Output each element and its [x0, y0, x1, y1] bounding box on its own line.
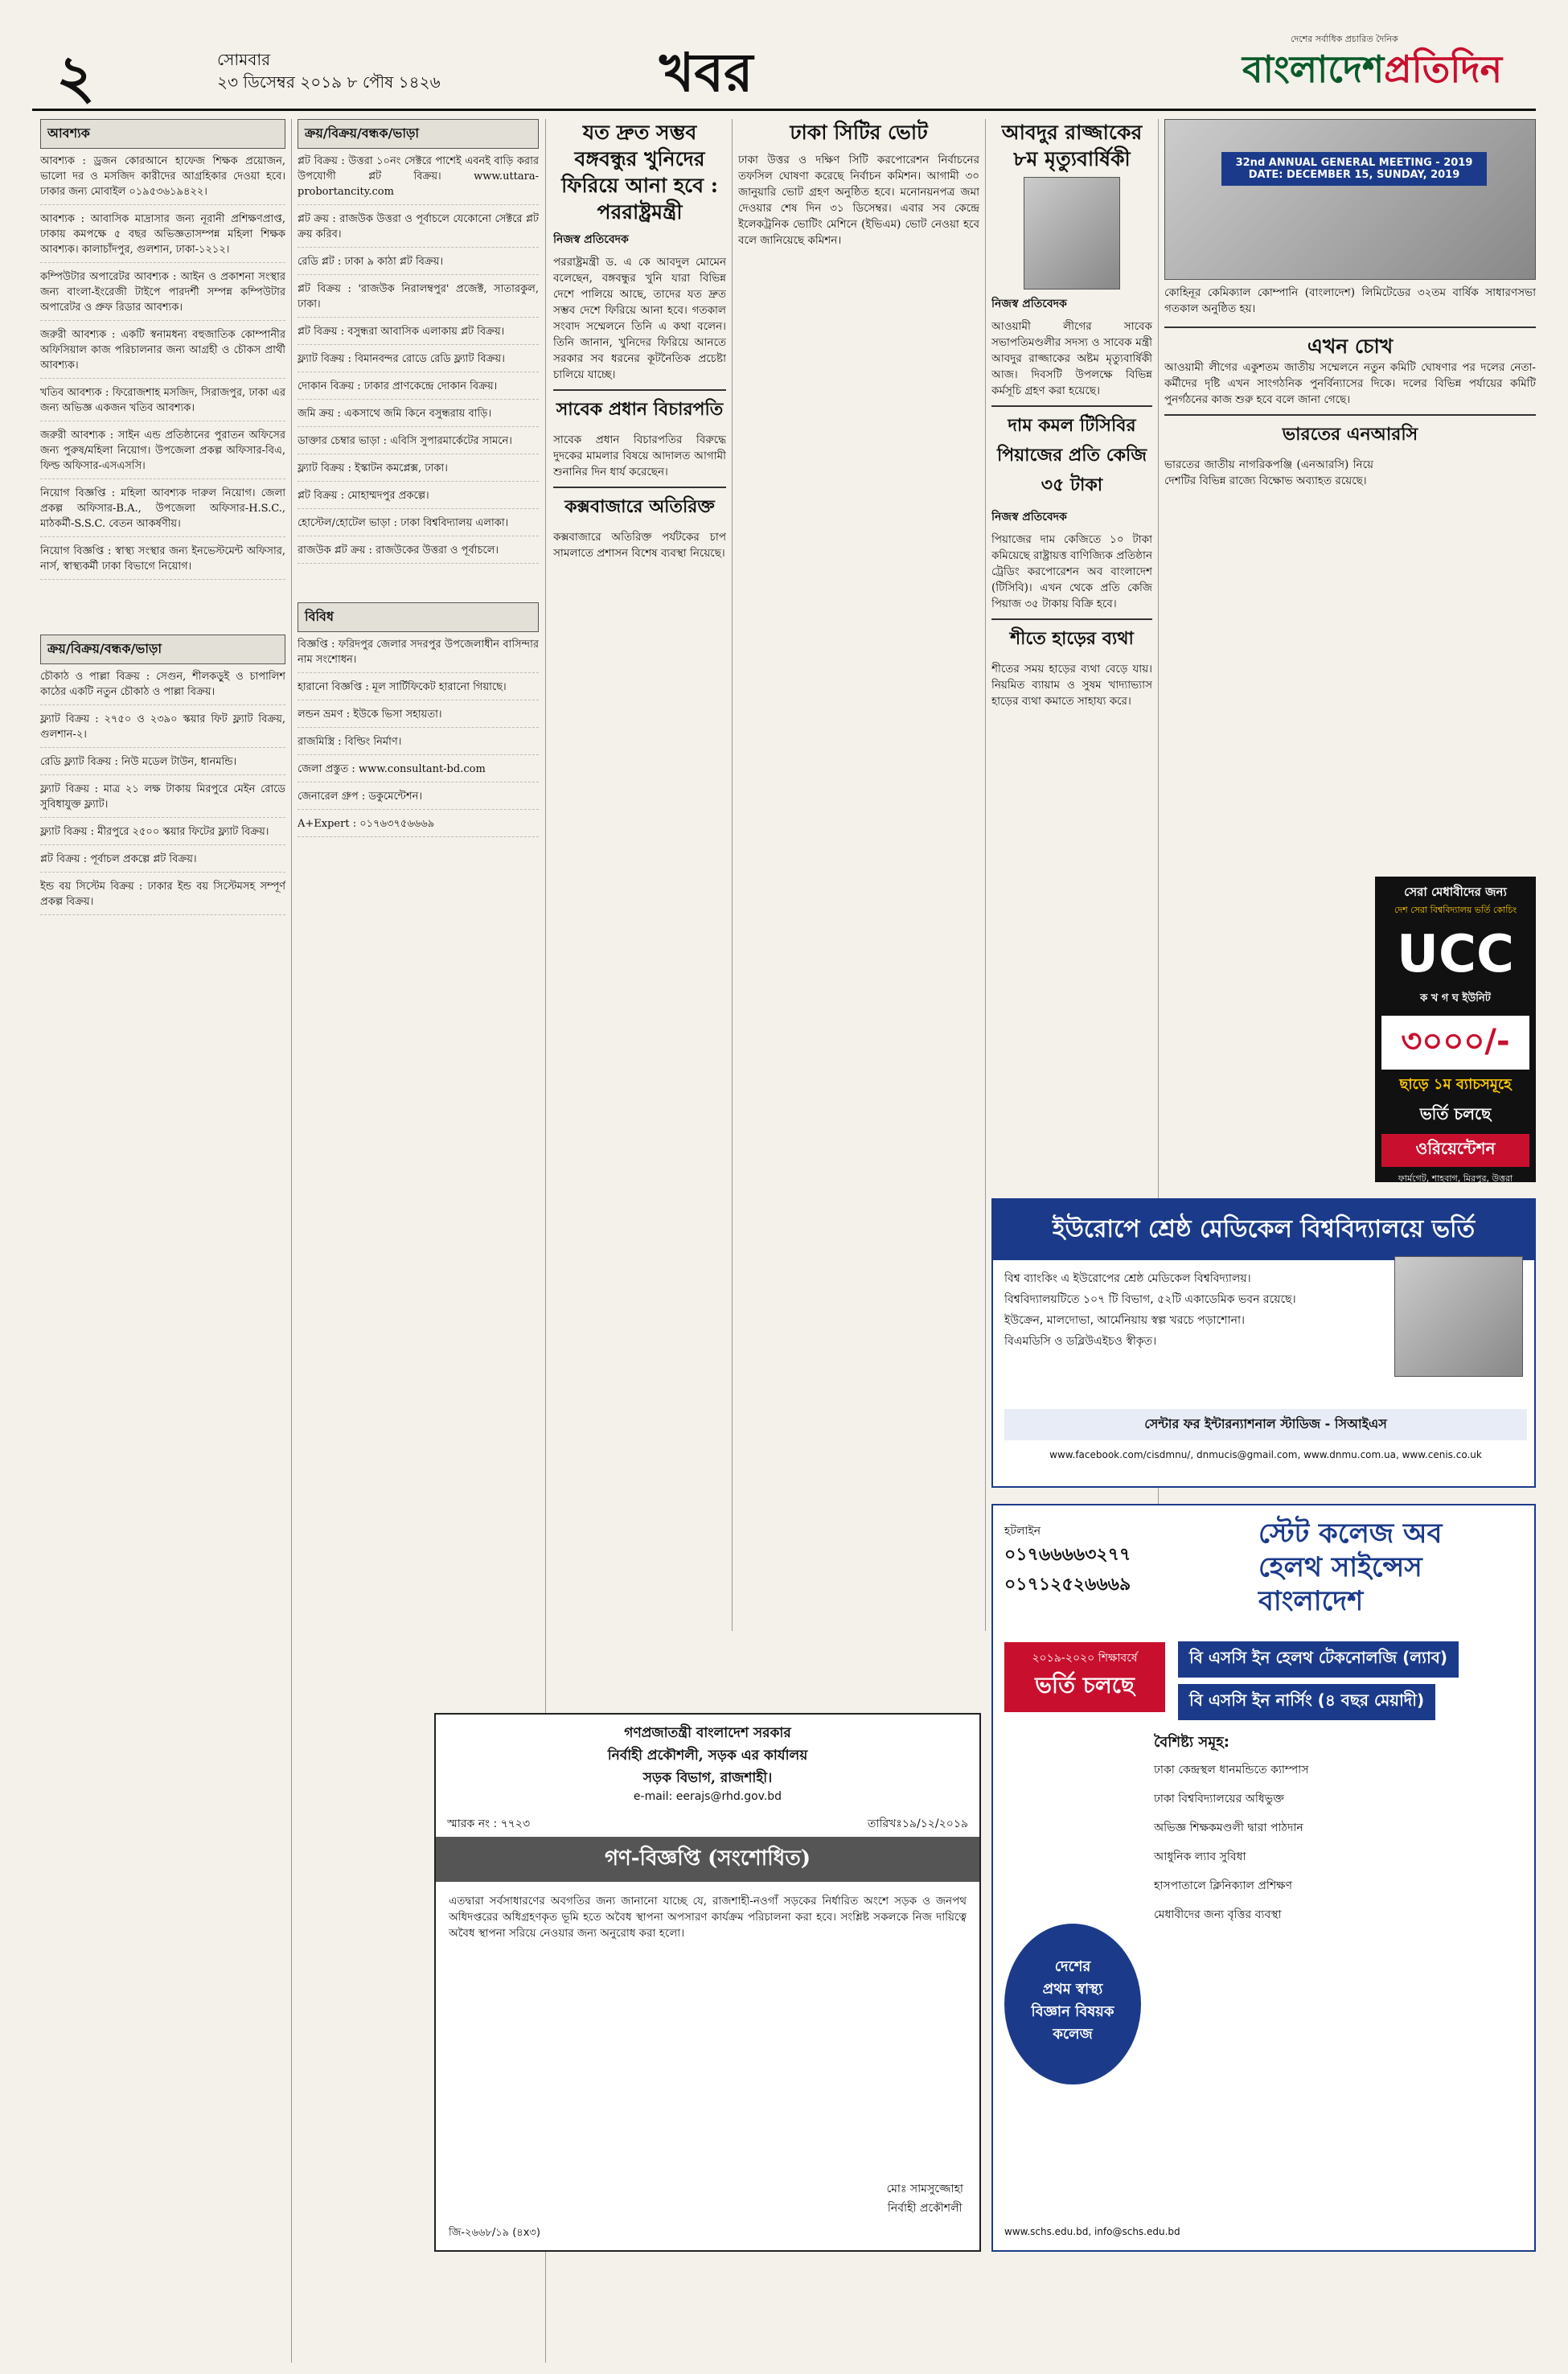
europe-ad-line: বিশ্ব ব্যাংকিং এ ইউরোপের শ্রেষ্ঠ মেডিকেল বিশ্ববিদ্যালয়। — [1004, 1272, 1251, 1285]
article-body: পররাষ্ট্রমন্ত্রী ড. এ কে আবদুল মোমেন বলেছেন, বঙ্গবন্ধুর খুনি যারা বিভিন্ন দেশে পালিয়ে আছে, তাদের যত দ্রুত সম্ভব দেশে ফিরিয়ে আনা হবে। গতকাল সংবাদ সম্মেলনে তিনি এ কথা বলেন। তিনি জানান, খুনিদের ফিরিয়ে আনতে সরকার সব ধরনের কূটনৈতিক প্রচেষ্টা চালিয়ে যাচ্ছে। — [553, 256, 726, 381]
article-byline: নিজস্ব প্রতিবেদক — [553, 233, 629, 246]
classified-item: প্লট বিক্রয় : 'রাজউক নিরালম্বপুর' প্রজেক্ট, সাতারকুল, ঢাকা। — [298, 281, 539, 318]
europe-ad-line: বিশ্ববিদ্যালয়টিতে ১০৭ টি বিভাগ, ৫২টি একাডেমিক ভবন রয়েছে। — [1004, 1293, 1296, 1306]
college-title-1: স্টেট কলেজ অব — [1258, 1518, 1443, 1550]
ucc-orientation: ওরিয়েন্টেশন — [1381, 1134, 1529, 1167]
classifieds-column-1 — [40, 119, 285, 2363]
ucc-title: সেরা মেধাবীদের জন্য — [1404, 885, 1507, 899]
college-title-3: বাংলাদেশ — [1258, 1585, 1364, 1617]
classified-item: প্লট বিক্রয় : পূর্বাচল প্রকল্পে প্লট বিক্রয়। — [40, 852, 285, 873]
classified-item: ইন্ড বয় সিস্টেম বিক্রয় : ঢাকার ইন্ড বয় সিস্টেমসহ সম্পূর্ণ প্রকল্প বিক্রয়। — [40, 879, 285, 915]
logo-part1: বাংলাদেশ — [1242, 47, 1385, 91]
sub-headline: শীতে হাড়ের ব্যথা — [991, 618, 1152, 655]
column-divider — [985, 119, 986, 1631]
agm-photo — [1164, 119, 1536, 280]
classified-item: রেডি ফ্ল্যাট বিক্রয় : নিউ মডেল টাউন, ধানমন্ডি। — [40, 754, 285, 775]
classified-item: কম্পিউটার অপারেটর আবশ্যক : আইন ও প্রকাশনা সংস্থার জন্য বাংলা-ইংরেজী টাইপে পারদর্শী সম্পন্ন কম্পিউটার অপারেটর ও প্রুফ রিডার আবশ্যক। — [40, 269, 285, 321]
page-number: ২ — [56, 43, 96, 112]
hotline-1[interactable]: ০১৭৬৬৬৬৩২৭৭ — [1004, 1545, 1131, 1565]
sub-headline: ভারতের এনআরসি — [1164, 414, 1536, 450]
europe-ad-line: ইউক্রেন, মালদোভা, আর্মেনিয়ায় স্বল্প খরচে পড়াশোনা। — [1004, 1314, 1246, 1327]
article-headline: যত দ্রুত সম্ভব বঙ্গবন্ধুর খুনিদের ফিরিয়ে আনা হবে : পররাষ্ট্রমন্ত্রী — [561, 121, 718, 224]
badge-line: কলেজ — [1053, 2026, 1093, 2043]
sub-body: শীতের সময় হাড়ের ব্যথা বেড়ে যায়। নিয়মিত ব্যায়াম ও সুষম খাদ্যাভ্যাস হাড়ের ব্যথা কমাতে সাহায্য করে। — [991, 663, 1152, 708]
sub-body: ভারতের জাতীয় নাগরিকপঞ্জি (এনআরসি) নিয়ে দেশটির বিভিন্ন রাজ্যে বিক্ষোভ অব্যাহত রয়েছে। — [1164, 458, 1373, 487]
college-web[interactable]: www.schs.edu.bd, info@schs.edu.bd — [1004, 2226, 1180, 2237]
section-title: খবর — [659, 41, 753, 104]
agm-title: 32nd ANNUAL GENERAL MEETING - 2019 — [1235, 157, 1473, 169]
course-nursing: বি এসসি ইন নার্সিং (৪ বছর মেয়াদী) — [1178, 1684, 1435, 1720]
sub-body: কক্সবাজারে অতিরিক্ত পর্যটকের চাপ সামলাতে প্রশাসন বিশেষ ব্যবস্থা নিয়েছে। — [553, 531, 726, 560]
article-headline: আবদুর রাজ্জাকের ৮ম মৃত্যুবার্ষিকী — [1001, 121, 1143, 170]
portrait-photo — [1024, 177, 1120, 290]
classified-item: ফ্ল্যাট বিক্রয় : ইস্কাটন কমপ্লেক্স, ঢাকা। — [298, 461, 539, 482]
ucc-discount: ছাড়ে ১ম ব্যাচসমূহে — [1399, 1076, 1512, 1093]
sub-headline: কক্সবাজারে অতিরিক্ত — [553, 487, 726, 523]
notice-signer-title: নির্বাহী প্রকৌশলী — [887, 2202, 963, 2215]
feature-item: আধুনিক ল্যাব সুবিধা — [1154, 1850, 1246, 1863]
notice-body: এতদ্বারা সর্বসাধারণের অবগতির জন্য জানানো যাচ্ছে যে, রাজশাহী-নওগাঁ সড়কের নির্ধারিত অংশে সড়ক ও জনপথ অধিদপ্তরের অধিগ্রহণকৃত ভূমি হতে অবৈধ স্থাপনা অপসারণ কার্যক্রম পরিচালনা করা হবে। সংশ্লিষ্ট সকলকে নিজ দায়িত্বে অবৈধ স্থাপনা সরিয়ে নেওয়ার জন্য অনুরোধ করা হলো। — [449, 1895, 967, 1940]
agm-date: DATE: DECEMBER 15, SUNDAY, 2019 — [1248, 169, 1460, 181]
article-headline: এখন চোখ — [1164, 327, 1536, 359]
notice-date: তারিখঃ১৯/১২/২০১৯ — [867, 1817, 968, 1830]
sub-byline: নিজস্ব প্রতিবেদক — [991, 511, 1067, 524]
ucc-price: ৩০০০/- — [1381, 1016, 1529, 1070]
ucc-footer: ফার্মগেট, শাহবাগ, মিরপুর, উত্তরা — [1398, 1173, 1513, 1184]
notice-division: সড়ক বিভাগ, রাজশাহী। — [642, 1770, 773, 1786]
europe-ad-banner: ইউরোপে শ্রেষ্ঠ মেডিকেল বিশ্ববিদ্যালয়ে ভর্তি — [993, 1200, 1534, 1260]
classified-item: আবশ্যক : ড্রজন কোরআনে হাফেজ শিক্ষক প্রয়োজন, ভালো দর ও মসজিদ কারীদের আগ্রহিকার দেওয়া হবে। ঢাকার জন্য মোবাইল ০১৯৫৩৬১৯৪২২। — [40, 154, 285, 205]
ucc-admission: ভর্তি চলছে — [1419, 1104, 1492, 1123]
ucc-subtitle: দেশ সেরা বিশ্ববিদ্যালয় ভর্তি কোচিং — [1394, 905, 1517, 915]
feature-item: অভিজ্ঞ শিক্ষকমণ্ডলী দ্বারা পাঠদান — [1154, 1822, 1303, 1834]
notice-email: e-mail: eerajs@rhd.gov.bd — [633, 1790, 782, 1803]
europe-medical-ad[interactable] — [991, 1198, 1536, 1488]
course-lab: বি এসসি ইন হেলথ টেকনোলজি (ল্যাব) — [1178, 1641, 1459, 1678]
classified-item: ফ্ল্যাট বিক্রয় : ২৭৫০ ও ২৩৯০ স্কয়ার ফিট ফ্ল্যাট বিক্রয়, গুলশান-২। — [40, 712, 285, 748]
hotline-block — [1004, 1522, 1131, 1600]
classified-item: ফ্ল্যাট বিক্রয় : মাত্র ২১ লক্ষ টাকায় মিরপুরে মেইন রোডে সুবিধাযুক্ত ফ্ল্যাট। — [40, 782, 285, 818]
course-list — [1178, 1638, 1524, 1723]
classifieds-heading: আবশ্যক — [40, 119, 285, 149]
hotline-2[interactable]: ০১৭১২৫২৬৬৬৯ — [1004, 1575, 1131, 1595]
notice-signer: মোঃ সামসুজ্জোহা — [886, 2183, 963, 2195]
badge-line: প্রথম স্বাস্থ্য — [1042, 1981, 1103, 1998]
classified-item: রেডি প্লট : ঢাকা ৯ কাঠা প্লট বিক্রয়। — [298, 254, 539, 275]
newspaper-logo — [1242, 32, 1540, 100]
classified-item: হোস্টেল/হোটেল ভাড়া : ঢাকা বিশ্ববিদ্যালয় এলাকা। — [298, 515, 539, 536]
badge-line: বিজ্ঞান বিষয়ক — [1031, 2003, 1114, 2020]
classified-list — [40, 154, 285, 580]
state-college-ad[interactable] — [991, 1504, 1536, 2252]
notice-govt: গণপ্রজাতন্ত্রী বাংলাদেশ সরকার — [624, 1725, 791, 1741]
logo-tagline: দেশের সর্বাধিক প্রচারিত দৈনিক — [1291, 34, 1398, 44]
classified-item: নিয়োগ বিজ্ঞপ্তি : স্বাস্থ্য সংস্থার জন্য ইনভেস্টমেন্ট অফিসার, নার্স, স্বাস্থ্যকর্মী ঢাকা বিভাগে নিয়োগ। — [40, 544, 285, 580]
classifieds-heading-2: ক্রয়/বিক্রয়/বন্ধক/ভাড়া — [40, 635, 285, 664]
misc-item: রাজমিস্ত্রি : বিল্ডিং নির্মাণ। — [298, 734, 539, 755]
article-body: আওয়ামী লীগের একুশতম জাতীয় সম্মেলনে নতুন কমিটি ঘোষণার পর দলের নেতা-কর্মীদের দৃষ্টি এখন সাংগঠনিক পুনর্বিন্যাসের দিকে। দলের বিভিন্ন পর্যায়ের কমিটি পুনর্গঠনের কাজ শুরু হবে বলে জানা গেছে। — [1164, 361, 1536, 406]
ucc-ad[interactable] — [1375, 877, 1536, 1182]
misc-item: জেনারেল গ্রুপ : ডকুমেন্টেশন। — [298, 789, 539, 810]
agm-banner — [1221, 152, 1487, 186]
session-label: ২০১৯-২০২০ শিক্ষাবর্ষে — [1032, 1652, 1138, 1665]
article-dhaka-city-election — [738, 119, 979, 1631]
classified-item: ফ্ল্যাট বিক্রয় : বিমানবন্দর রোডে রেডি ফ্ল্যাট বিক্রয়। — [298, 351, 539, 372]
feature-item: মেধাবীদের জন্য বৃত্তির ব্যবস্থা — [1154, 1908, 1282, 1921]
classified-item: রাজউক প্লট ক্রয় : রাজউকের উত্তরা ও পূর্বাচলে। — [298, 543, 539, 564]
govt-notice — [434, 1713, 981, 2252]
europe-ad-web[interactable]: www.facebook.com/cisdmnu/, dnmucis@gmail.com, www.dnmu.com.ua, www.cenis.co.uk — [1049, 1449, 1482, 1460]
classified-item: খতিব আবশ্যক : ফিরোজশাহ মসজিদ, সিরাজপুর, ঢাকা এর জন্য অভিজ্ঞ একজন খতিব আবশ্যক। — [40, 385, 285, 421]
features-heading: বৈশিষ্ট্য সমূহ: — [1154, 1734, 1229, 1751]
europe-ad-line: বিএমডিসি ও ডব্লিউএইচও স্বীকৃত। — [1004, 1335, 1157, 1348]
date-label: ২৩ ডিসেম্বর ২০১৯ ৮ পৌষ ১৪২৬ — [217, 72, 441, 92]
europe-ad-lines — [993, 1260, 1379, 1360]
column-divider — [732, 119, 733, 1631]
classified-item: জমি ক্রয় : একসাথে জমি কিনে বসুন্ধরায় বাড়ি। — [298, 406, 539, 427]
notice-header — [436, 1715, 979, 1811]
first-college-badge — [1004, 1924, 1141, 2084]
sub-headline: দাম কমল টিসিবির পিয়াজের প্রতি কেজি ৩৫ টাকা — [991, 405, 1152, 501]
notice-office: নির্বাহী প্রকৌশলী, সড়ক এর কার্যালয় — [607, 1748, 808, 1764]
article-body: আওয়ামী লীগের সাবেক সভাপতিমণ্ডলীর সদস্য ও সাবেক মন্ত্রী আবদুর রাজ্জাকের অষ্টম মৃত্যুবার্ষিকী আজ। দিবসটি উপলক্ষে বিভিন্ন কর্মসূচি গ্রহণ করা হয়েছে। — [991, 320, 1152, 397]
college-title-2: হেলথ সাইন্সেস — [1258, 1551, 1422, 1583]
badge-line: দেশের — [1054, 1958, 1091, 1975]
classified-item: চৌকাঠ ও পাল্লা বিক্রয় : সেগুন, শীলকড়ুই ও চাপালিশ কাঠের একটি নতুন চৌকাঠ ও পাল্লা বিক্রয়। — [40, 669, 285, 705]
day-label: সোমবার — [217, 50, 271, 69]
classified-item: প্লট বিক্রয় : বসুন্ধরা আবাসিক এলাকায় প্লট বিক্রয়। — [298, 324, 539, 345]
classifieds-heading: ক্রয়/বিক্রয়/বন্ধক/ভাড়া — [298, 119, 539, 149]
feature-item: ঢাকা বিশ্ববিদ্যালয়ের অধিভুক্ত — [1154, 1793, 1284, 1805]
classified-item: নিয়োগ বিজ্ঞপ্তি : মহিলা আবশ্যক দারুল নিয়োগ। জেলা প্রকল্প অফিসার-B.A., উপজেলা অফিসার-H.S.C., মাঠকর্মী-S.S.C. বেতন আকর্ষণীয়। — [40, 486, 285, 537]
photo-caption: কোহিনূর কেমিক্যাল কোম্পানি (বাংলাদেশ) লিমিটেডের ৩২তম বার্ষিক সাধারণসভা গতকাল অনুষ্ঠিত হয়। — [1164, 286, 1536, 315]
misc-item: বিজ্ঞপ্তি : ফরিদপুর জেলার সদরপুর উপজেলাধীন বাসিন্দার নাম সংশোধন। — [298, 637, 539, 673]
notice-signature — [886, 2179, 963, 2218]
feature-item: ঢাকা কেন্দ্রস্থল ধানমন্ডিতে ক্যাম্পাস — [1154, 1764, 1309, 1776]
logo-wordmark — [1242, 42, 1502, 103]
classified-item: ডাক্তার চেম্বার ভাড়া : এবিসি সুপারমার্কেটের সামনে। — [298, 433, 539, 454]
classified-item: জরুরী আবশ্যক : একটি স্বনামধন্য বহুজাতিক কোম্পানীর অফিসিয়াল কাজ পরিচালনার জন্য আগ্রহী ও চৌকস প্রার্থী আবশ্যক। — [40, 327, 285, 379]
article-headline: ঢাকা সিটির ভোট — [790, 121, 928, 144]
misc-item: জেলা প্রস্তুত : www.consultant-bd.com — [298, 762, 539, 782]
article-byline: নিজস্ব প্রতিবেদক — [991, 298, 1067, 310]
misc-item: হারানো বিজ্ঞপ্তি : মূল সার্টিফিকেট হারানো গিয়াছে। — [298, 680, 539, 700]
hotline-label: হটলাইন — [1004, 1525, 1041, 1538]
session-badge — [1004, 1642, 1165, 1712]
classified-item: প্লট বিক্রয় : উত্তরা ১০নং সেক্টরে পাশেই এবনই বাড়ি করার উপযোগী প্লট বিক্রয়। www.uttara-probortancity.com — [298, 154, 539, 205]
misc-item: A+Expert : ০১৭৬৩৭৫৬৬৬৯ — [298, 816, 539, 837]
ucc-units: ক খ গ ঘ ইউনিট — [1420, 992, 1491, 1004]
notice-ref: জি-২৬৬৮/১৯ (৪x৩) — [449, 2227, 540, 2239]
college-title — [1258, 1517, 1442, 1618]
article-body: ঢাকা উত্তর ও দক্ষিণ সিটি করপোরেশন নির্বাচনের তফসিল ঘোষণা করেছে নির্বাচন কমিশন। আগামী ৩০ জানুয়ারি ভোট গ্রহণ অনুষ্ঠিত হবে। মনোনয়নপত্র জমা দেওয়ার শেষ দিন ৩১ ডিসেম্বর। এবার সব কেন্দ্রে ইলেকট্রনিক ভোটিং মেশিনে (ইভিএম) ভোট নেওয়া হবে বলে জানিয়েছে কমিশন। — [738, 154, 979, 247]
sub-body: সাবেক প্রধান বিচারপতির বিরুদ্ধে দুদকের মামলার বিষয়ে আদালত আগামী শুনানির দিন ধার্য করেছেন। — [553, 433, 726, 478]
logo-part2: প্রতিদিন — [1384, 47, 1503, 91]
article-foreign-minister — [553, 119, 726, 1631]
feature-item: হাসপাতালে ক্লিনিক্যাল প্রশিক্ষণ — [1154, 1879, 1292, 1892]
column-divider — [291, 119, 292, 2363]
classified-item: জরুরী আবশ্যক : সাইন এন্ড প্রতিষ্ঠানের পুরাতন অফিসের জন্য পুরুষ/মহিলা নিয়োগ। উপজেলা প্রকল্প অফিসার-বিএ, ফিল্ড অফিসার-এসএসসি। — [40, 428, 285, 479]
classified-item: আবশ্যক : আবাসিক মাদ্রাসার জন্য নূরানী প্রশিক্ষণপ্রাপ্ত, ঢাকায় কমপক্ষে ৫ বছর অভিজ্ঞতাসম্পন্ন মহিলা শিক্ষক আবশ্যক। কালাচাঁদপুর, গুলশান, ঢাকা-১২১২। — [40, 212, 285, 263]
classified-item: দোকান বিক্রয় : ঢাকার প্রাণকেন্দ্রে দোকান বিক্রয়। — [298, 379, 539, 400]
sub-body: পিয়াজের দাম কেজিতে ১০ টাকা কমিয়েছে রাষ্ট্রায়ত্ত বাণিজ্যিক প্রতিষ্ঠান ট্রেডিং করপোরেশন অব বাংলাদেশ (টিসিবি)। এখন থেকে প্রতি কেজি পিয়াজ ৩৫ টাকায় বিক্রি হবে। — [991, 533, 1152, 610]
notice-ref-row — [436, 1811, 979, 1837]
classified-item: ফ্ল্যাট বিক্রয় : মীরপুরে ২৫০০ স্কয়ার ফিটের ফ্ল্যাট বিক্রয়। — [40, 824, 285, 845]
doctor-photo — [1394, 1256, 1523, 1377]
classified-item: প্লট ক্রয় : রাজউক উত্তরা ও পূর্বাচলে যেকোনো সেক্টরে প্লট ক্রয় করিব। — [298, 212, 539, 248]
misc-item: লন্ডন ভ্রমণ : ইউকে ভিসা সহায়তা। — [298, 707, 539, 728]
misc-heading: বিবিধ — [298, 602, 539, 632]
sub-headline: সাবেক প্রধান বিচারপতি — [553, 389, 726, 425]
ucc-logo: UCC — [1397, 925, 1514, 984]
europe-ad-contact: সেন্টার ফর ইন্টারন্যাশনাল স্টাডিজ - সিআইএস — [1004, 1409, 1527, 1440]
notice-memo: স্মারক নং : ৭৭২৩ — [447, 1817, 531, 1830]
features-block — [1154, 1731, 1524, 1929]
classified-item: প্লট বিক্রয় : মোহাম্মদপুর প্রকল্পে। — [298, 488, 539, 509]
admission-label: ভর্তি চলছে — [1035, 1672, 1135, 1698]
notice-title: গণ-বিজ্ঞপ্তি (সংশোধিত) — [436, 1837, 979, 1882]
